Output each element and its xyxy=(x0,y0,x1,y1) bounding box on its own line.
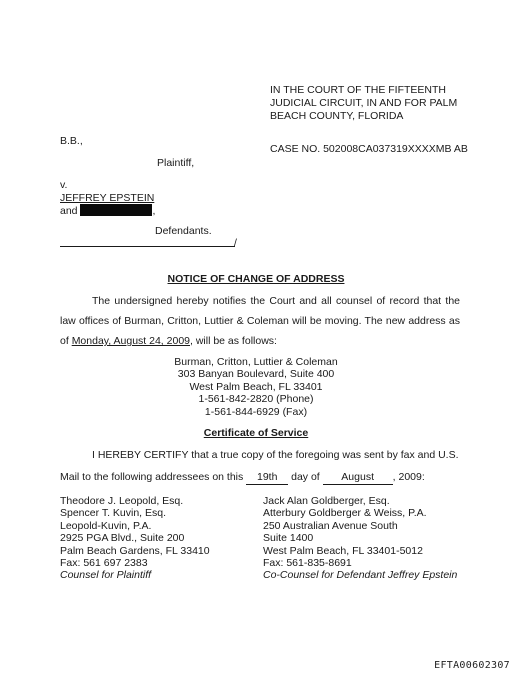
redaction-bar xyxy=(80,204,152,216)
notice-body-part2: , will be as follows: xyxy=(190,335,277,347)
certificate-day: 19th xyxy=(246,471,288,485)
certificate-line-2a: Mail to the following addressees on this xyxy=(60,471,244,483)
addressee-left-line-7: Counsel for Plaintiff xyxy=(60,569,152,582)
new-address-block xyxy=(0,356,512,418)
case-number: CASE NO. 502008CA037319XXXXMB AB xyxy=(270,143,468,155)
defendants-role: Defendants. xyxy=(155,225,212,237)
certificate-title-text: Certificate of Service xyxy=(203,427,309,439)
new-address-fax: 1-561-844-6929 (Fax) xyxy=(204,405,308,418)
certificate-title xyxy=(0,427,512,440)
caption-slash: / xyxy=(234,237,237,249)
defendant-and-line xyxy=(60,204,155,218)
addressee-left-line-4: 2925 PGA Blvd., Suite 200 xyxy=(60,532,185,545)
addressee-right-line-1: Jack Alan Goldberger, Esq. xyxy=(263,495,390,507)
certificate-year: , 2009: xyxy=(392,471,425,483)
new-address-line-1: Burman, Critton, Luttier & Coleman xyxy=(174,356,338,368)
versus: v. xyxy=(60,179,68,191)
certificate-line-2 xyxy=(60,471,425,485)
addressee-left-line-2: Spencer T. Kuvin, Esq. xyxy=(60,507,167,520)
notice-body-part1: The undersigned hereby notifies the Court and all counsel of record that the law offices of Burman, Critton, Luttier & Coleman will be moving. The new address as of xyxy=(60,295,460,347)
addressee-right-line-2: Atterbury Goldberger & Weiss, P.A. xyxy=(263,507,427,520)
defendant-and: and xyxy=(60,205,78,217)
addressee-right-line-3: 250 Australian Avenue South xyxy=(263,519,398,532)
certificate-month: August xyxy=(323,471,393,485)
certificate-line-2b: day of xyxy=(291,471,320,483)
addressee-left-line-3: Leopold-Kuvin, P.A. xyxy=(60,519,152,532)
defendant-line xyxy=(60,192,154,205)
addressee-right-line-6: Fax: 561-835-8691 xyxy=(263,557,352,570)
plaintiff-role: Plaintiff, xyxy=(157,157,195,169)
addressee-left-line-1: Theodore J. Leopold, Esq. xyxy=(60,495,184,507)
plaintiff-name: B.B., xyxy=(60,135,83,147)
addressee-right-block xyxy=(263,495,457,582)
addressee-left-line-5: Palm Beach Gardens, FL 33410 xyxy=(60,544,210,557)
new-address-line-3: West Palm Beach, FL 33401 xyxy=(189,380,323,393)
notice-title xyxy=(0,273,512,286)
court-line-3: BEACH COUNTY, FLORIDA xyxy=(270,110,404,122)
effective-date: Monday, August 24, 2009 xyxy=(71,335,190,347)
court-header xyxy=(270,84,457,123)
new-address-line-2: 303 Banyan Boulevard, Suite 400 xyxy=(177,368,335,381)
court-line-2: JUDICIAL CIRCUIT, IN AND FOR PALM xyxy=(270,97,458,109)
defendant-name: JEFFREY EPSTEIN xyxy=(60,192,155,204)
court-line-1: IN THE COURT OF THE FIFTEENTH xyxy=(270,84,446,96)
notice-body xyxy=(60,291,460,351)
addressee-right-line-5: West Palm Beach, FL 33401-5012 xyxy=(263,544,423,557)
notice-title-text: NOTICE OF CHANGE OF ADDRESS xyxy=(167,273,345,285)
addressee-left-block xyxy=(60,495,210,582)
bates-number: EFTA00602307 xyxy=(434,660,510,671)
addressee-right-line-7: Co-Counsel for Defendant Jeffrey Epstein xyxy=(263,569,458,582)
defendant-trailing-comma: , xyxy=(152,205,156,217)
certificate-line-1: I HEREBY CERTIFY that a true copy of the foregoing was sent by fax and U.S. xyxy=(92,449,459,461)
new-address-phone: 1-561-842-2820 (Phone) xyxy=(198,393,314,406)
addressee-right-line-4: Suite 1400 xyxy=(263,532,314,545)
addressee-left-line-6: Fax: 561 697 2383 xyxy=(60,557,148,570)
caption-underline xyxy=(60,246,235,247)
